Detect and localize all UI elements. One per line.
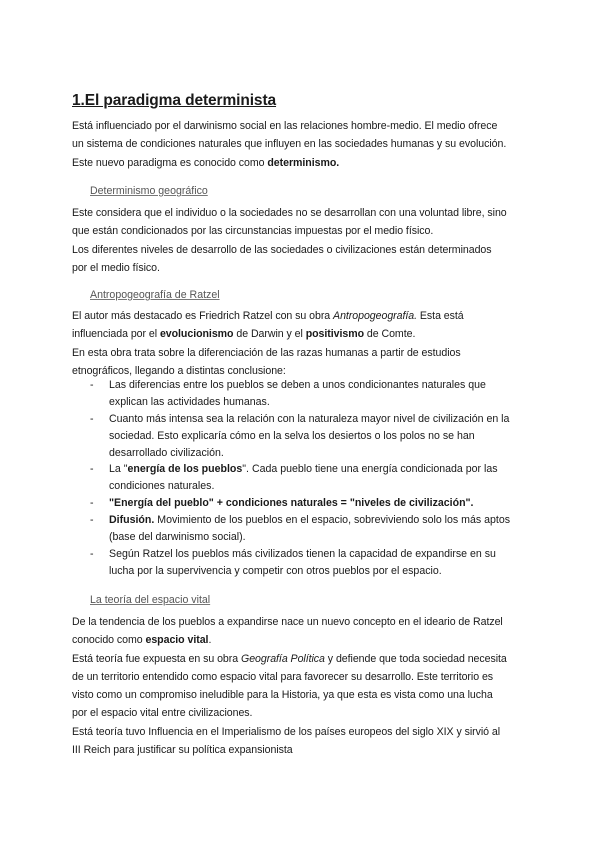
- list-dash: -: [90, 463, 94, 475]
- text-line: lucha por la supervivencia y competir con otros pueblos por el espacio.: [109, 565, 442, 577]
- text-line: [72, 154, 547, 172]
- text-line: [109, 461, 534, 478]
- list-dash: -: [90, 548, 94, 560]
- text-line: por el espacio vital entre civilizaciones.: [72, 707, 253, 720]
- text-line: un sistema de condiciones naturales que influyen en las sociedades humanas y su evolución.: [72, 138, 507, 151]
- list-dash: -: [90, 413, 94, 425]
- text-line: Las diferencias entre los pueblos se deben a unos condicionantes naturales que: [109, 379, 486, 391]
- text-line: Los diferentes niveles de desarrollo de las sociedades o civilizaciones están determinados: [72, 243, 492, 256]
- text-line: III Reich para justificar su política expansionista: [72, 744, 293, 757]
- text-line: de un territorio entendido como espacio vital para favorecer su desarrollo. Este territorio es: [72, 670, 494, 683]
- bold-term-energia: energía de los pueblos: [127, 463, 243, 475]
- determinismo-paragraph: [72, 204, 547, 277]
- list-dash: -: [90, 514, 94, 526]
- list-item-text: [109, 377, 534, 411]
- bold-term-espacio-vital: espacio vital: [145, 634, 209, 647]
- text-line: por el medio físico.: [72, 261, 160, 274]
- text-line: Este considera que el individuo o la sociedades no se desarrollan con una voluntad libre, sino: [72, 207, 507, 219]
- text-line: [109, 512, 534, 529]
- text-run: influenciada por el: [72, 328, 160, 341]
- antropogeografia-paragraph: [72, 307, 547, 380]
- espacio-vital-paragraph: [72, 613, 547, 759]
- list-dash: -: [90, 379, 94, 391]
- list-item-text: [109, 546, 534, 580]
- text-line: sociedad. Esto explicaría cómo en la selva los desiertos o los polos no se han: [109, 430, 475, 442]
- section-heading-determinismo: Determinismo geográfico: [90, 185, 208, 197]
- text-run: .: [208, 634, 212, 647]
- italic-work-title: Antropogeografía.: [333, 310, 418, 322]
- text-run: de Darwin y el: [233, 328, 306, 341]
- text-line: (base del darwinismo social).: [109, 531, 246, 543]
- text-run: ". Cada pueblo tiene una energía condicionada por las: [242, 463, 498, 475]
- text-line: Está influenciado por el darwinismo social en las relaciones hombre-medio. El medio ofrece: [72, 120, 498, 132]
- bold-term-positivismo: positivismo: [305, 328, 365, 341]
- text-line: explican las actividades humanas.: [109, 396, 270, 408]
- text-line: De la tendencia de los pueblos a expandirse nace un nuevo concepto en el ideario de Ratzel: [72, 616, 503, 628]
- text-run: La ": [109, 463, 128, 475]
- text-run: Está teoría fue expuesta en su obra: [72, 652, 241, 665]
- section-heading-espacio-vital: La teoría del espacio vital: [90, 594, 211, 606]
- list-dash: -: [90, 497, 94, 509]
- bold-formula: "Energía del pueblo" + condiciones naturales = "niveles de civilización".: [109, 497, 474, 509]
- italic-work-title: Geografía Política: [241, 652, 325, 665]
- text-line: Cuanto más intensa sea la relación con la naturaleza mayor nivel de civilización en la: [109, 413, 510, 425]
- text-line: desarrollado civilización.: [109, 447, 224, 459]
- document-title: 1.El paradigma determinista: [72, 92, 277, 109]
- bold-term-difusion: Difusión.: [109, 514, 155, 526]
- intro-paragraph: [72, 117, 547, 172]
- text-line: que están condicionados por las circunstancias impuestas por el medio físico.: [72, 225, 434, 238]
- text-run: El autor más destacado es Friedrich Ratzel con su obra: [72, 310, 334, 322]
- section-heading-antropogeografia: Antropogeografía de Ratzel: [90, 289, 220, 301]
- text-run: Este nuevo paradigma es conocido como: [72, 156, 268, 169]
- text-line: [72, 650, 547, 668]
- list-item-text: [109, 495, 534, 512]
- text-line: [72, 631, 547, 649]
- text-run: y defiende que toda sociedad necesita: [324, 652, 507, 665]
- text-line: Está teoría tuvo Influencia en el Imperialismo de los países europeos del siglo XIX y sirvió al: [72, 725, 501, 738]
- text-run: de Comte.: [364, 328, 416, 341]
- bold-term-evolucionismo: evolucionismo: [159, 328, 234, 341]
- text-line: condiciones naturales.: [109, 480, 215, 492]
- text-run: conocido como: [72, 634, 146, 647]
- list-item-text: [109, 461, 534, 495]
- text-line: [72, 307, 547, 325]
- text-line: visto como un compromiso ineludible para la Historia, ya que esta es vista como una lucha: [72, 689, 493, 702]
- list-item-text: [109, 411, 534, 462]
- text-run: Movimiento de los pueblos en el espacio, sobreviviendo solo los más aptos: [154, 514, 511, 526]
- bold-term-determinismo: determinismo.: [267, 156, 340, 169]
- list-item-text: [109, 512, 534, 546]
- text-line: etnográficos, llegando a distintas conclusione:: [72, 364, 286, 377]
- text-line: [109, 495, 534, 512]
- text-line: [72, 325, 547, 343]
- text-line: En esta obra trata sobre la diferenciación de las razas humanas a partir de estudios: [72, 346, 461, 359]
- text-line: Según Ratzel los pueblos más civilizados tienen la capacidad de expandirse en su: [109, 548, 496, 560]
- text-run: Esta está: [417, 310, 464, 322]
